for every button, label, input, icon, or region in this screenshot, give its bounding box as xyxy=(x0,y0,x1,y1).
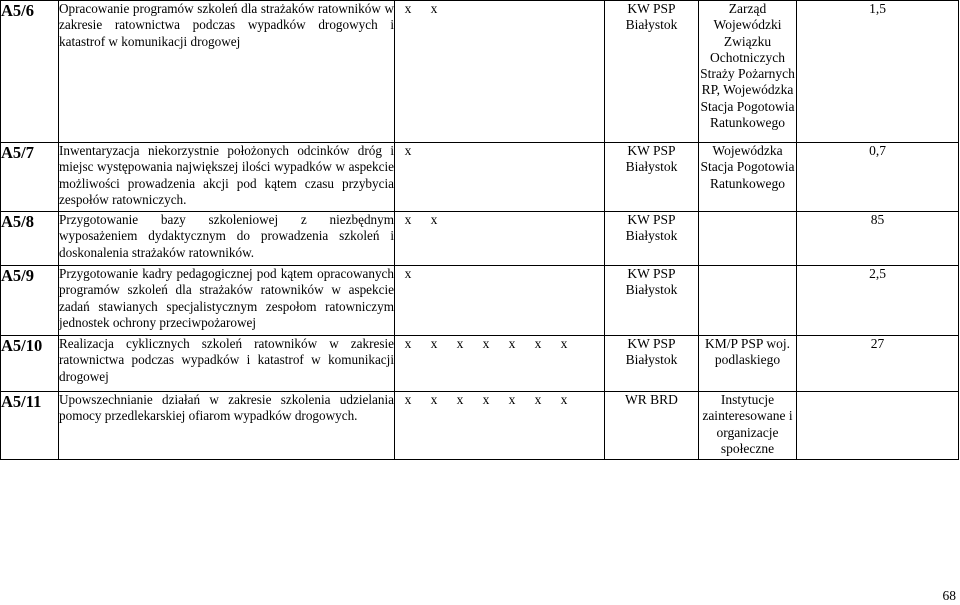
year-mark xyxy=(525,143,551,159)
partner-institutions: Zarząd Wojewódzki Związku Ochotniczych Straży Pożarnych RP, Wojewódzka Stacja Pogotowia Ratunkowego xyxy=(699,1,797,143)
cost-value: 85 xyxy=(797,212,959,266)
partner-institutions xyxy=(699,212,797,266)
year-mark: x xyxy=(404,1,412,16)
cost-value: 2,5 xyxy=(797,266,959,336)
year-mark xyxy=(525,212,551,228)
lead-institution: WR BRD xyxy=(605,392,699,460)
year-mark: x xyxy=(482,336,490,351)
lead-institution: KW PSP Białystok xyxy=(605,336,699,392)
table-row xyxy=(1,266,959,336)
partner-institutions: Instytucje zainteresowane i organizacje społeczne xyxy=(699,392,797,460)
lead-institution: KW PSP Białystok xyxy=(605,212,699,266)
year-mark: x xyxy=(404,392,412,407)
task-description: Opracowanie programów szkoleń dla strażaków ratowników w zakresie ratownictwa podczas wypadków drogowych i katastrof w komunikacji drogowej xyxy=(59,1,395,143)
task-code: A5/11 xyxy=(1,392,59,460)
page-number: 68 xyxy=(942,588,956,603)
year-mark xyxy=(447,143,473,159)
schedule-marks xyxy=(395,336,605,392)
year-mark xyxy=(473,1,499,17)
year-mark xyxy=(499,212,525,228)
year-mark: x xyxy=(456,392,464,407)
year-mark xyxy=(551,212,577,228)
year-mark: x xyxy=(560,392,568,407)
schedule-marks xyxy=(395,212,605,266)
lead-institution: KW PSP Białystok xyxy=(605,1,699,143)
year-mark: x xyxy=(508,336,516,351)
year-mark: x xyxy=(430,212,438,227)
year-mark: x xyxy=(456,336,464,351)
cost-value: 0,7 xyxy=(797,143,959,212)
table-row xyxy=(1,1,959,143)
task-description: Inwentaryzacja niekorzystnie położonych odcinków dróg i miejsc występowania największej ilości wypadków w aspekcie możliwości prowadzenia akcji pod kątem czasu przybycia zespołów ratowniczych. xyxy=(59,143,395,212)
year-mark: x xyxy=(430,392,438,407)
cost-value: 1,5 xyxy=(797,1,959,143)
year-mark: x xyxy=(560,336,568,351)
table-row xyxy=(1,392,959,460)
year-mark xyxy=(499,143,525,159)
partner-institutions xyxy=(699,266,797,336)
partner-institutions: KM/P PSP woj. podlaskiego xyxy=(699,336,797,392)
task-code: A5/6 xyxy=(1,1,59,143)
schedule-marks xyxy=(395,143,605,212)
lead-institution: KW PSP Białystok xyxy=(605,266,699,336)
schedule-marks xyxy=(395,392,605,460)
table-body xyxy=(1,1,959,460)
year-mark xyxy=(421,266,447,282)
lead-institution: KW PSP Białystok xyxy=(605,143,699,212)
year-mark xyxy=(499,1,525,17)
task-description: Upowszechnianie działań w zakresie szkolenia udzielania pomocy przedlekarskiej ofiarom wypadków drogowych. xyxy=(59,392,395,460)
year-mark: x xyxy=(534,392,542,407)
task-code: A5/10 xyxy=(1,336,59,392)
year-mark: x xyxy=(482,392,490,407)
task-description: Przygotowanie kadry pedagogicznej pod kątem opracowanych programów szkoleń dla strażaków ratowników w aspekcie zadań stawianych specjalistycznym zespołom ratowniczym jednostek ochrony przeciwpożarowej xyxy=(59,266,395,336)
task-code: A5/9 xyxy=(1,266,59,336)
year-mark xyxy=(447,266,473,282)
year-mark xyxy=(551,1,577,17)
year-mark xyxy=(473,212,499,228)
year-mark: x xyxy=(404,336,412,351)
year-mark xyxy=(421,143,447,159)
year-mark xyxy=(447,1,473,17)
task-description: Realizacja cyklicznych szkoleń ratowników w zakresie ratownictwa podczas wypadków i katastrof w komunikacji drogowej xyxy=(59,336,395,392)
task-description: Przygotowanie bazy szkoleniowej z niezbędnym wyposażeniem dydaktycznym do prowadzenia szkoleń i doskonalenia strażaków ratowników. xyxy=(59,212,395,266)
year-mark: x xyxy=(404,266,412,281)
task-code: A5/7 xyxy=(1,143,59,212)
year-mark: x xyxy=(534,336,542,351)
year-mark xyxy=(525,266,551,282)
table-row xyxy=(1,336,959,392)
year-mark: x xyxy=(404,143,412,158)
task-code: A5/8 xyxy=(1,212,59,266)
year-mark xyxy=(525,1,551,17)
year-mark: x xyxy=(430,1,438,16)
year-mark xyxy=(447,212,473,228)
year-mark: x xyxy=(430,336,438,351)
year-mark xyxy=(551,143,577,159)
year-mark xyxy=(473,143,499,159)
year-mark xyxy=(473,266,499,282)
year-mark xyxy=(499,266,525,282)
cost-value xyxy=(797,392,959,460)
partner-institutions: Wojewódzka Stacja Pogotowia Ratunkowego xyxy=(699,143,797,212)
table-row xyxy=(1,143,959,212)
year-mark: x xyxy=(508,392,516,407)
schedule-marks xyxy=(395,266,605,336)
year-mark: x xyxy=(404,212,412,227)
table-row xyxy=(1,212,959,266)
cost-value: 27 xyxy=(797,336,959,392)
schedule-marks xyxy=(395,1,605,143)
year-mark xyxy=(551,266,577,282)
